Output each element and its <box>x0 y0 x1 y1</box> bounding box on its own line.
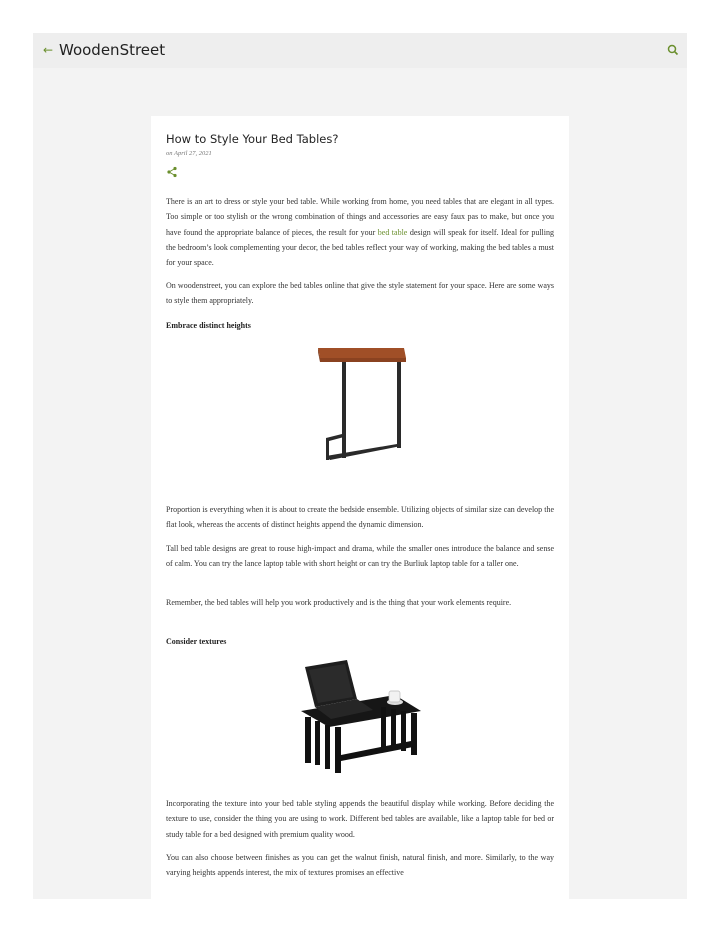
bed-table-link[interactable]: bed table <box>377 227 408 237</box>
paragraph-remember: Remember, the bed tables will help you work productively and is the thing that your work elements require. <box>166 598 512 607</box>
site-title[interactable]: WoodenStreet <box>59 41 166 59</box>
post-date[interactable]: on April 27, 2021 <box>166 150 212 157</box>
arrow-left-icon[interactable]: ← <box>42 43 54 57</box>
paragraph-texture: Incorporating the texture into your bed table styling appends the beautiful display while working. Before deciding the texture to use, consider the thing you are using to work. Different bed tables are available, like a laptop table for bed or study table for a bed designed with premium quality wood. <box>166 799 554 839</box>
heading-heights: Embrace distinct heights <box>166 321 251 330</box>
laptop-table-image <box>295 655 427 777</box>
post-title[interactable]: How to Style Your Bed Tables? <box>166 132 339 146</box>
paragraph-proportion: Proportion is everything when it is about to create the bedside ensemble. Utilizing objects of similar size can develop the flat look, whereas the accents of distinct heights append the dynamic dimension. <box>166 505 554 530</box>
paragraph-finishes: You can also choose between finishes as you can get the walnut finish, natural finish, and more. Similarly, to the way varying heights appends interest, the mix of textures promises an effective <box>166 853 554 878</box>
heading-textures: Consider textures <box>166 637 227 646</box>
paragraph-explore: On woodenstreet, you can explore the bed tables online that give the style statement for your space. Here are some ways to style them appropriately. <box>166 281 554 306</box>
paragraph-intro: There is an art to dress or style your bed table. While working from home, you need tables that are elegant in all types. Too simple or too stylish or the wrong combination of things and accessories are easy faux pas to make, but once you have found the appropriate balance of pieces, the result for your bed table design will speak for itself. Ideal for pulling the bedroom’s look complementing your decor, the bed tables reflect your way of working, making the bed tables a must for your space. <box>166 197 554 268</box>
search-icon[interactable] <box>666 43 680 57</box>
share-icon[interactable] <box>166 166 178 178</box>
tall-bed-table-image <box>306 338 416 488</box>
paragraph-tall-tables: Tall bed table designs are great to rouse high-impact and drama, while the smaller ones introduce the balance and sense of calm. You can try the lance laptop table with short height or can try the Burliuk laptop table for a taller one. <box>166 544 554 569</box>
